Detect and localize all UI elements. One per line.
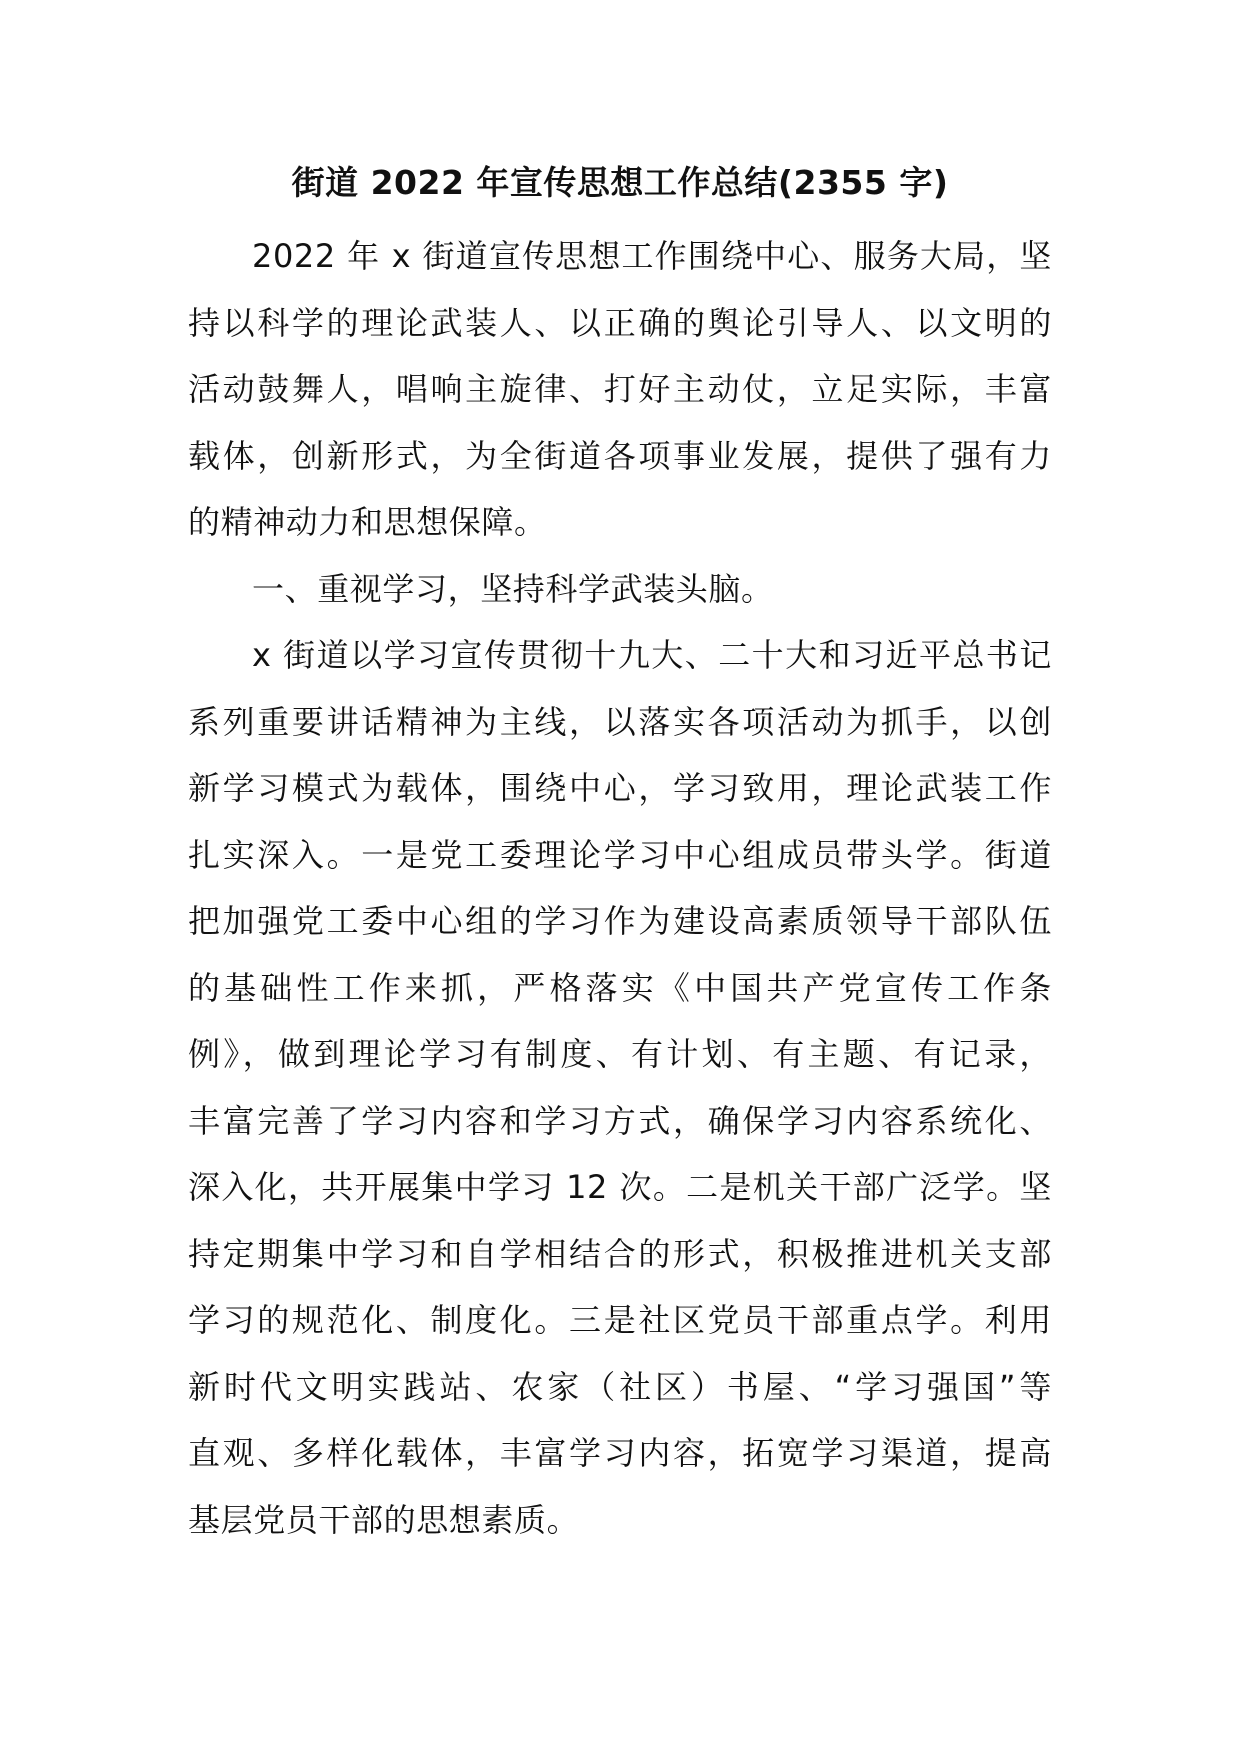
text-line: 持定期集中学习和自学相结合的形式，积极推进机关支部 [188, 1234, 1052, 1273]
text-line: 载体，创新形式，为全街道各项事业发展，提供了强有力 [188, 436, 1052, 475]
text-line: 丰富完善了学习内容和学习方式，确保学习内容系统化、 [188, 1101, 1052, 1140]
paragraph-study [188, 622, 1052, 1553]
text-line: 深入化，共开展集中学习 12 次。二是机关干部广泛学。坚 [188, 1168, 1052, 1206]
section-heading [188, 556, 1052, 623]
text-line: 直观、多样化载体，丰富学习内容，拓宽学习渠道，提高 [188, 1434, 1052, 1472]
text-line: x 街道以学习宣传贯彻十九大、二十大和习近平总书记 [252, 636, 1052, 674]
text-line: 基层党员干部的思想素质。 [188, 1500, 580, 1539]
text-line: 新时代文明实践站、农家（社区）书屋、“学习强国”等 [188, 1367, 1052, 1406]
text-line: 的精神动力和思想保障。 [188, 503, 547, 541]
text-line: 扎实深入。一是党工委理论学习中心组成员带头学。街道 [188, 835, 1052, 874]
text-line: 一、重视学习，坚持科学武装头脑。 [252, 569, 774, 608]
document-body [188, 223, 1052, 1553]
text-line: 的基础性工作来抓，严格落实《中国共产党宣传工作条 [188, 968, 1052, 1007]
text-line: 新学习模式为载体，围绕中心，学习致用，理论武装工作 [188, 769, 1052, 807]
document-title: 街道 2022 年宣传思想工作总结(2355 字) [291, 163, 949, 202]
text-line: 学习的规范化、制度化。三是社区党员干部重点学。利用 [188, 1301, 1052, 1339]
paragraph-intro [188, 223, 1052, 556]
text-line: 把加强党工委中心组的学习作为建设高素质领导干部队伍 [188, 902, 1052, 940]
text-line: 活动鼓舞人，唱响主旋律、打好主动仗，立足实际，丰富 [188, 370, 1052, 408]
text-line: 系列重要讲话精神为主线，以落实各项活动为抓手，以创 [188, 702, 1052, 741]
text-line: 持以科学的理论武装人、以正确的舆论引导人、以文明的 [188, 303, 1052, 342]
text-line: 例》，做到理论学习有制度、有计划、有主题、有记录， [188, 1035, 1052, 1073]
text-line: 2022 年 x 街道宣传思想工作围绕中心、服务大局，坚 [252, 237, 1052, 275]
